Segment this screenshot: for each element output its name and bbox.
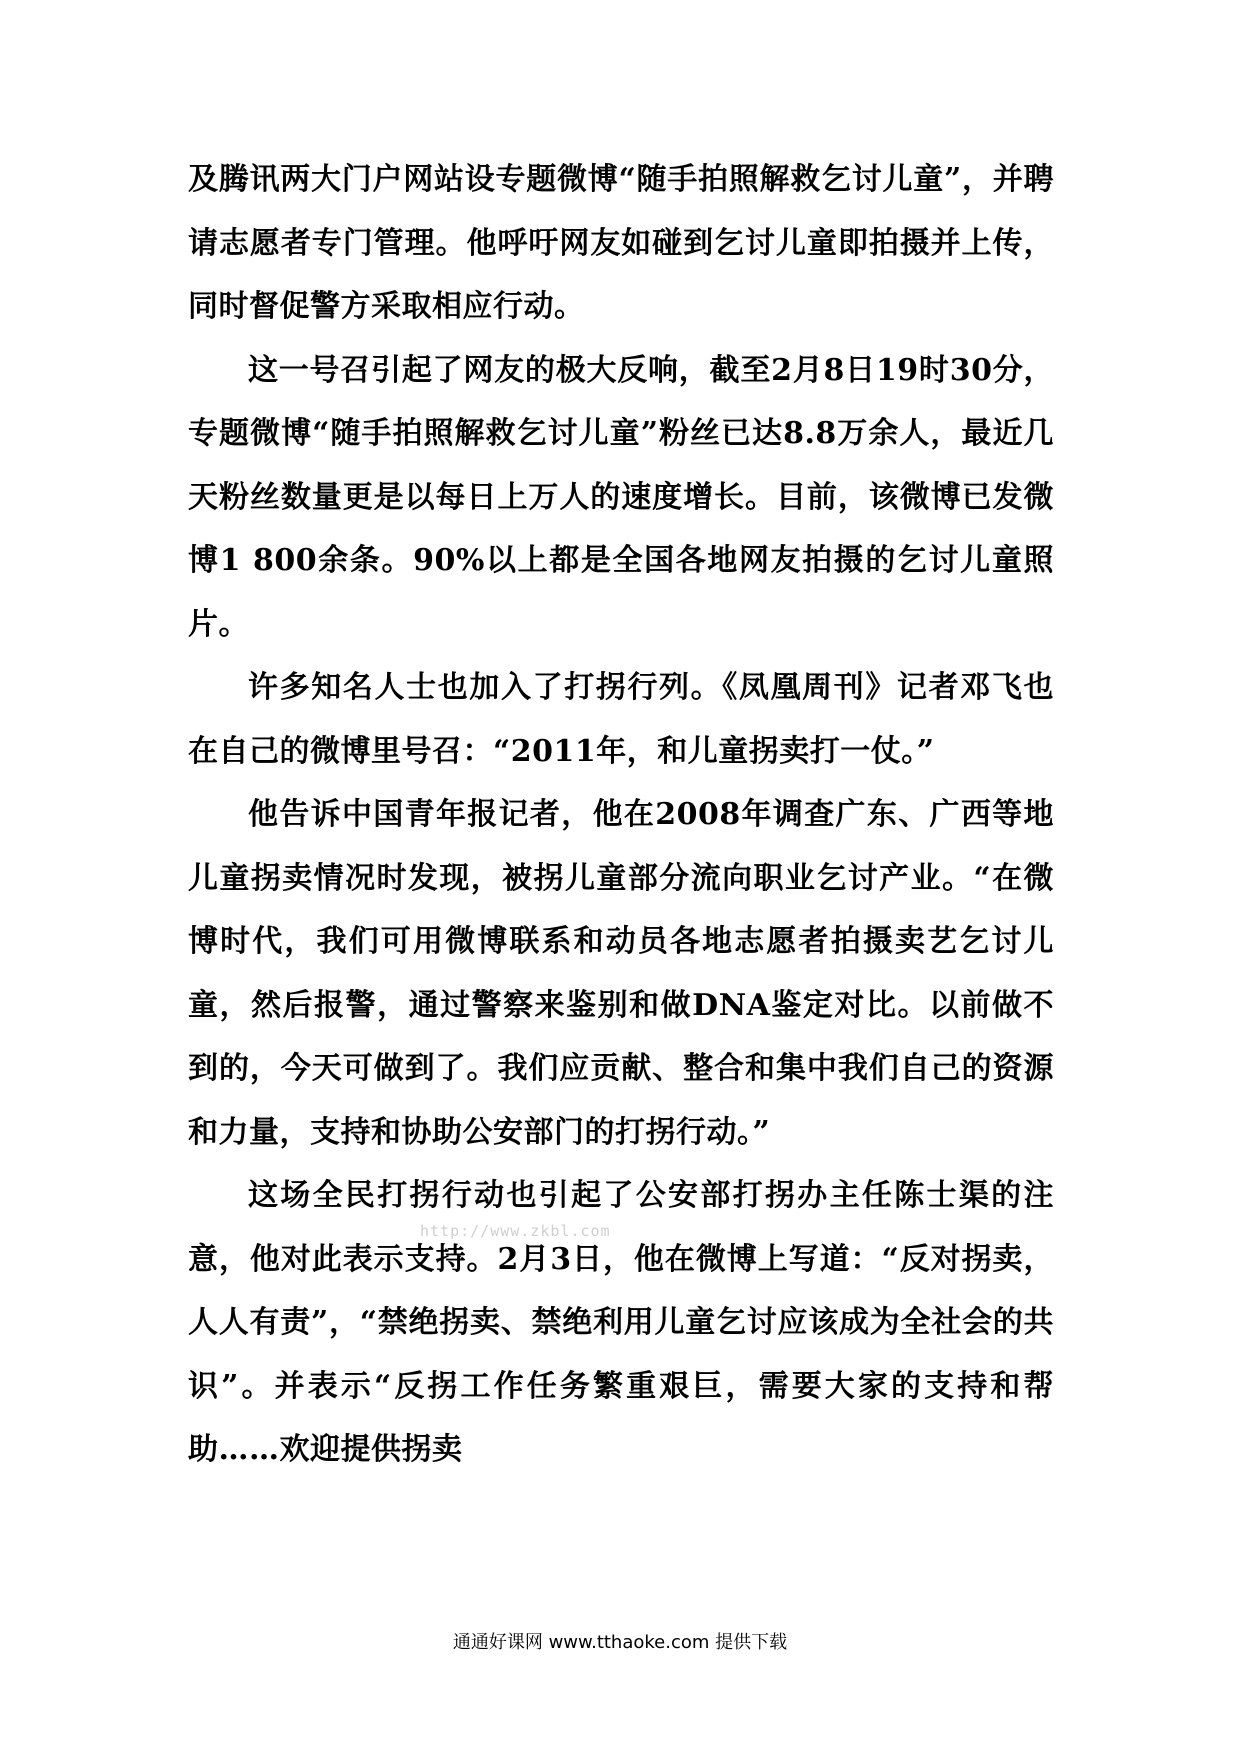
paragraph-3: 许多知名人士也加入了打拐行列。《凤凰周刊》记者邓飞也在自己的微博里号召：“2011年，和儿童拐卖打一仗。”: [188, 670, 1054, 769]
watermark-url: http://www.zkbl.com: [420, 1222, 611, 1240]
paragraph-5: 这场全民打拐行动也引起了公安部打拐办主任陈士渠的注意，他对此表示支持。2月3日，他在微博上写道：“反对拐卖，人人有责”，“禁绝拐卖、禁绝利用儿童乞讨应该成为全社会的共识”。并表示“反拐工作任务繁重艰巨，需要大家的支持和帮助……欢迎提供拐卖: [188, 1178, 1054, 1467]
paragraph-2: 这一号召引起了网友的极大反响，截至2月8日19时30分，专题微博“随手拍照解救乞讨儿童”粉丝已达8.8万余人，最近几天粉丝数量更是以每日上万人的速度增长。目前，该微博已发微博1 800余条。90%以上都是全国各地网友拍摄的乞讨儿童照片。: [188, 352, 1054, 642]
article-body: [188, 148, 1054, 1482]
paragraph-4: 他告诉中国青年报记者，他在2008年调查广东、广西等地儿童拐卖情况时发现，被拐儿童部分流向职业乞讨产业。“在微博时代，我们可用微博联系和动员各地志愿者拍摄卖艺乞讨儿童，然后报警，通过警察来鉴别和做DNA鉴定对比。以前做不到的，今天可做到了。我们应贡献、整合和集中我们自己的资源和力量，支持和协助公安部门的打拐行动。”: [188, 797, 1054, 1150]
paragraph-1: 及腾讯两大门户网站设专题微博“随手拍照解救乞讨儿童”，并聘请志愿者专门管理。他呼吁网友如碰到乞讨儿童即拍摄并上传，同时督促警方采取相应行动。: [188, 162, 1054, 324]
page-footer: 通通好课网 www.tthaoke.com 提供下载: [452, 1632, 788, 1653]
